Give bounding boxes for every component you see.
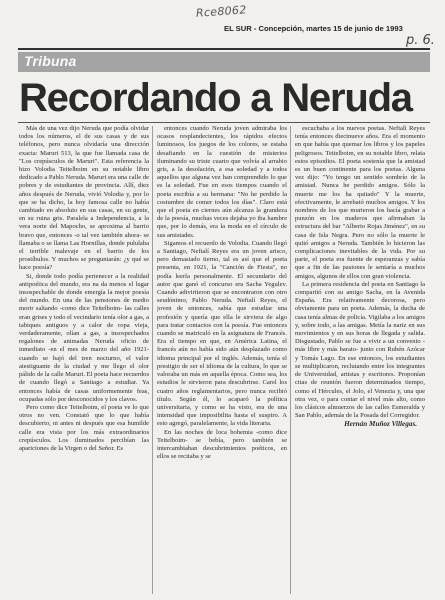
headline-divider: [18, 122, 430, 123]
article-column-2: [157, 125, 287, 595]
newspaper-masthead: EL SUR - Concepción, martes 15 de junio de 1993: [224, 24, 403, 33]
column-divider: [290, 126, 291, 594]
paragraph: Sigamos el recuerdo de Volodia. Cuando llegó a Santiago, Neftalí Reyes era un joven arisco, pero demasiado tierno, tal es así que el poeta presenta, en 1921, la "Canción de Fiesta", no podía leerla personalmente. El secundario del autor que ganó el concurso era Sacha Yegulev. Cuando adivirtieron que se encontraron con otro seudónimo, Pablo Neruda. Neftalí Reyes, el joven de entonces, sabía que estudiar una profesión y quería que ella le sirviera de algo para tratar contactos con la poesía. Fue entonces cuando se matriculó en la asignatura de Francés. Era el tiempo en que, en América Latina, el francés aún no había sido aún desplazado como idioma principal por el inglés. Además, tenía el prestigio de ser el idioma de la cultura, lo que se valoraba un más en aquella época. Como sea, los estudios le sirvieron para descubrirse. Carel los cuatro años reglamentarios, pero nunca recibió título. Según él, lo acaparó la política universitaria, y como se ha visto, era de una intensidad que imposibilita hasta el suspiro. A esto agregó, paralelamente, la vida literaria.: [157, 239, 287, 428]
paragraph: La primera residencia del poeta en Santiago la compartió con su amigo Sacha, en la Avenida España. Era relativamente decorosa, pero obviamente para un poeta. Además, la ducha de casa tenía almas de policía. Vigilaba a los amigos y, sobre todo, a las amigas. Metía la nariz en sus movimientos y en sus horas de llegada y salida. Disgustado, Pablo se fue a vivir a un convento -más libre y más barato- junto con Rubén Azócar y Tomás Lago. En ese entonces, los estudiantes se multiplicaron, reclutando entre los integrantes de Universidad, artistas y escritores. Proponían citas de reunión fueron determinados tiempo, como el Hércules, el Jolo, el Venezia y, una que otra vez, o para contar el nivel más alto, como los clásicos almuerzos de las calles Esmeralda y San Pablo, además de la Posada del Corregidor.: [295, 280, 425, 420]
section-label: Tribuna: [24, 53, 77, 69]
paragraph: Pero como dice Teitelboim, el poeta ve lo que otros no ven. Constató que lo que había descubierto, ni antes ni después que esa humilde calle era vista por los más extraordinarios crepúsculos. Los iluminados percibían las apariciones de la Virgen o del Señor. Es: [19, 403, 149, 452]
paragraph: En las noches de loca bohemia -como dice Teitelboim- se bebía, pero también se intercambiaban descubrimientos poéticos, en ellos se recitaba y se: [157, 428, 287, 461]
article-headline: Recordando a Neruda: [19, 76, 412, 120]
section-banner: [18, 52, 430, 72]
archive-code-annotation: Rce8062: [195, 3, 247, 20]
article-column-1: [19, 125, 149, 595]
paragraph: Si, donde todo podía pertenecer a la realidad antipoética del mundo, era na da menos el lugar insospechable de donde emergía la mejor poesía del mundo. En una de las pensiones de medio morir saltando -como dice Teitelboim- las calles eran grises y todo el vecindario tenía olor a gas, a tabiques antiguos y a calor de ropa vieja, verdaderamente, olían a gas, a insospechados regalones de animadas Neruda oficio de inmediato -en el mes de marzo del año 1921- cuando se bajó del tren nocturno, el valor atestiguante de la ciudad y me llego el olor pálido de la calle Maruri. El poeta hace recuerdos de cuando llegó a Santiago a estudiar. Ya entonces había de casas uniformemente feas, ocupadas sólo por desconocidos y los clavos.: [19, 272, 149, 403]
paragraph: entonces cuando Neruda joven admiraba los ocasos resplandecientes, los rápidos efectos luminosos, los juegos de los colores, se estaba desafiando en la cuestión de misterios iluminando su triste cuarto que volvía al arrabio gris, a la desolación, a esa soledad y a todos aquellos que alguna vez han comprendido lo que es la soledad. Fue en esos tiempos cuando el poeta escribía a su hermana: "No he perdido la costumbre de comer todos los días". Claro está que el poeta en ciernes aún alcanza la grandeza de la poesía, muchas veces dejaba yo iba hambre que, por lo demás, era la moda en el círculo de sus amistades.: [157, 125, 287, 239]
column-divider: [152, 126, 153, 594]
author-byline: Hernán Muñoz Villegas.: [344, 420, 417, 429]
page-number-annotation: p. 6.: [406, 33, 435, 48]
paragraph: escuchaba a los nuevos poetas. Neftalí Reyes tenía entonces diecinueve años. Era el momento en que había que quemar los libros y los papeles peligrosos. Teitelboim, en su notable libro, relata estos episodios. El poeta sostenía que la amistad es un buen continente para los poetas. Alguna vez dijo: "Yo tengo un sentido sombrío de la amistad. Nunca he perdido amigos. Sólo la muerte me los ha quitado" Y la muerte, efectivamente, le arrebató muchos amigos. Y los nombres de los que murieron los hacía grabar a punzón en los maderos que afirmaban la estructura del bar "Alberto Rojas Jiménez", en su casa de Isla Negra. Pero no sólo la muerte le quitó amigos a Neruda. También lo hicieron las complicaciones inevitables de la vida. Por su parte, el poeta era fuente de esperanzas y sabía que a fin de las pasiones le sentaría a muchos amigos, algunos de ellos con gran violencia.: [295, 125, 425, 280]
masthead-divider: [18, 48, 430, 50]
paragraph: Más de una vez dijo Neruda que podía olvidar todos los números, el de sus casas y de sus teléfonos, pero nunca olvidaría una dirección exacta: Maruri 513, la que fue llamada casa de "Los crepúsculos de Maruri". Esta referencia la hizo Volodia Teitelboim en su notable libro dedicado a Pablo Neruda. Maruri era una calle de pobres y de estudiantes de provincia. Allí, diez años después de Neruda, vivió Volodia y, por lo que se ha dicho, la hoy famosa calle no había cambiado en absoluto en sus casas, en su gente, en su ruina gris. Paralela a Independencia, a la vera norte del Mapocho, se aproxima al barrio bravo que, entonces -o tal vez también ahora- se llamaba o se llama Las Hornillas, donde pululaba el terrible malevaje en el barrio de los prostíbulos. Y muchos se preguntarán: ¿y qué se hace poesía?: [19, 125, 149, 272]
article-column-3: [295, 125, 425, 595]
